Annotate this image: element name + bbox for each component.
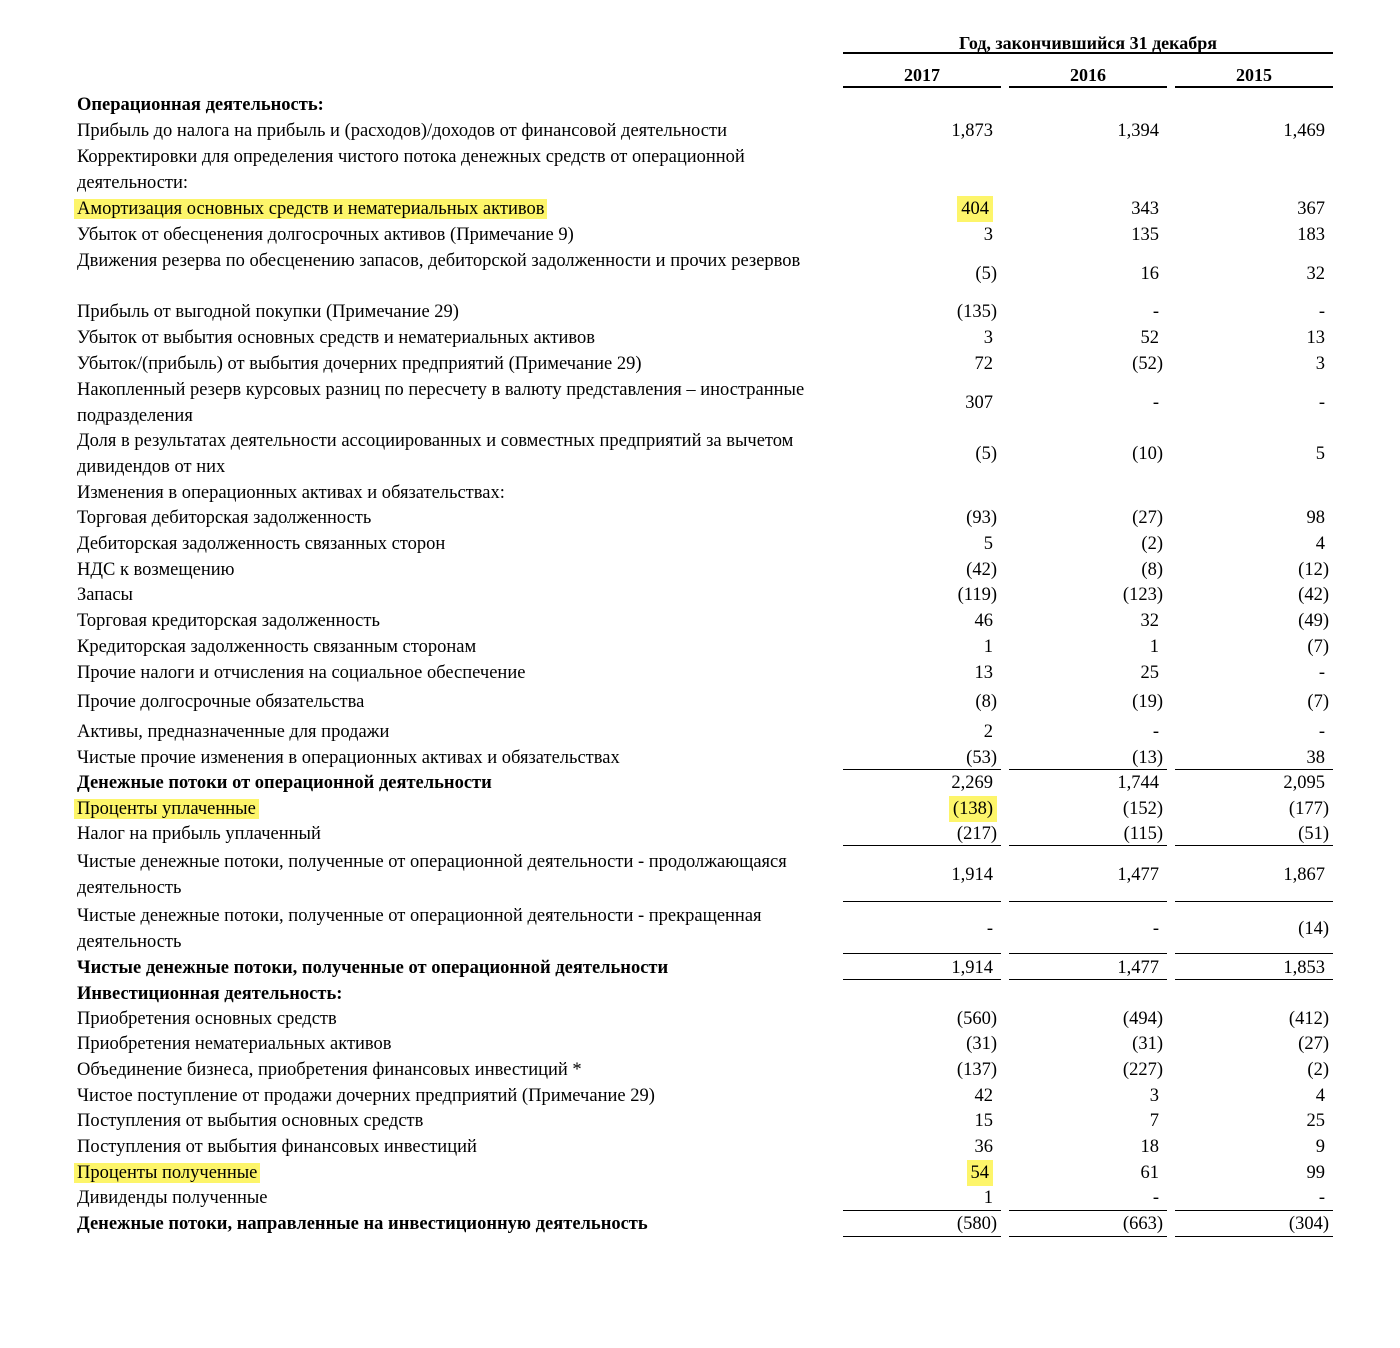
table-row: Приобретения нематериальных активов (31) (31) (27)	[0, 1031, 1400, 1057]
total-rule	[843, 1236, 1001, 1237]
total-rule	[843, 979, 1001, 980]
row-label	[77, 196, 822, 222]
table-row: Движения резерва по обесценению запасов, дебиторской задолженности и прочих резервов (5) 16 32	[0, 248, 1400, 300]
total-rule	[843, 953, 1001, 954]
table-row: Проценты уплаченные (138) (152) (177)	[0, 796, 1400, 822]
table-row	[0, 480, 1400, 506]
highlighted-label: Проценты полученные	[74, 1163, 260, 1183]
total-rule	[843, 901, 1001, 902]
table-row: Приобретения основных средств (560) (494) (412)	[0, 1006, 1400, 1032]
year-header-2016: 2016	[1070, 65, 1106, 85]
row-label: Торговая кредиторская задолженность	[77, 611, 380, 631]
table-row: Чистые денежные потоки, полученные от операционной деятельности 1,914 1,477 1,853	[0, 955, 1400, 981]
total-rule	[1175, 979, 1333, 980]
table-row: Поступления от выбытия финансовых инвестиций 36 18 9	[0, 1134, 1400, 1160]
row-label: Изменения в операционных активах и обязательствах:	[77, 483, 505, 503]
table-row: Прибыль от выгодной покупки (Примечание 29) (135) - -	[0, 299, 1400, 325]
table-row: Торговая дебиторская задолженность (93) (27) 98	[0, 505, 1400, 531]
total-rule	[1009, 901, 1167, 902]
table-row: Чистые прочие изменения в операционных активах и обязательствах (53) (13) 38	[0, 745, 1400, 771]
row-label: Запасы	[77, 585, 133, 605]
row-label	[77, 796, 822, 822]
row-label: Убыток от выбытия основных средств и нематериальных активов	[77, 328, 596, 348]
row-label	[77, 1160, 822, 1186]
row-label: Убыток от обесценения долгосрочных активов (Примечание 9)	[77, 225, 574, 245]
table-row: Прочие налоги и отчисления на социальное обеспечение 13 25 -	[0, 660, 1400, 686]
table-row: Поступления от выбытия основных средств 15 7 25	[0, 1108, 1400, 1134]
table-row: Кредиторская задолженность связанным сторонам 1 1 (7)	[0, 634, 1400, 660]
row-label: Чистые прочие изменения в операционных активах и обязательствах	[77, 748, 620, 768]
row-label: Прибыль до налога на прибыль и (расходов)/доходов от финансовой деятельности	[77, 121, 727, 141]
row-label: Накопленный резерв курсовых разниц по пересчету в валюту представления – иностранные подразделения	[77, 380, 805, 426]
row-label: Операционная деятельность:	[77, 95, 324, 115]
table-row: Дивиденды полученные 1 - -	[0, 1185, 1400, 1211]
table-row: Накопленный резерв курсовых разниц по пересчету в валюту представления – иностранные подразделения 307 - -	[0, 377, 1400, 429]
row-label: Движения резерва по обесценению запасов, дебиторской задолженности и прочих резервов	[77, 251, 801, 271]
total-rule	[1175, 845, 1333, 846]
row-label: Объединение бизнеса, приобретения финансовых инвестиций *	[77, 1060, 582, 1080]
table-row: Прибыль до налога на прибыль и (расходов)/доходов от финансовой деятельности 1,873 1,394 1,469	[0, 118, 1400, 144]
table-row: Убыток/(прибыль) от выбытия дочерних предприятий (Примечание 29) 72 (52) 3	[0, 351, 1400, 377]
table-row: Торговая кредиторская задолженность 46 32 (49)	[0, 608, 1400, 634]
row-label: Приобретения основных средств	[77, 1009, 337, 1029]
highlighted-label: Амортизация основных средств и нематериальных активов	[74, 199, 547, 219]
row-label: Прочие налоги и отчисления на социальное обеспечение	[77, 663, 526, 683]
highlighted-label: Проценты уплаченные	[74, 799, 259, 819]
table-row: Проценты полученные 54 61 99	[0, 1160, 1400, 1186]
row-label: Денежные потоки от операционной деятельности	[77, 773, 492, 793]
table-row: НДС к возмещению (42) (8) (12)	[0, 557, 1400, 583]
total-rule	[1175, 1236, 1333, 1237]
row-label: Дивиденды полученные	[77, 1188, 268, 1208]
table-row: Чистые денежные потоки, полученные от операционной деятельности - прекращенная деятельность - - (14)	[0, 903, 1400, 955]
table-row: Денежные потоки, направленные на инвестиционную деятельность (580) (663) (304)	[0, 1211, 1400, 1237]
table-row	[0, 92, 1400, 118]
row-label: Поступления от выбытия финансовых инвестиций	[77, 1137, 477, 1157]
period-title: Год, закончившийся 31 декабря	[958, 33, 1218, 53]
table-row: Чистое поступление от продажи дочерних предприятий (Примечание 29) 42 3 4	[0, 1083, 1400, 1109]
row-label: Прибыль от выгодной покупки (Примечание 29)	[77, 302, 459, 322]
row-label: Поступления от выбытия основных средств	[77, 1111, 424, 1131]
row-label: Инвестиционная деятельность:	[77, 984, 343, 1004]
table-row: Амортизация основных средств и нематериальных активов 404 343 367	[0, 196, 1400, 222]
row-label: НДС к возмещению	[77, 560, 235, 580]
total-rule	[843, 845, 1001, 846]
table-row: Денежные потоки от операционной деятельности 2,269 1,744 2,095	[0, 770, 1400, 796]
row-label: Чистое поступление от продажи дочерних предприятий (Примечание 29)	[77, 1086, 655, 1106]
table-row: Прочие долгосрочные обязательства (8) (19) (7)	[0, 689, 1400, 715]
row-label: Чистые денежные потоки, полученные от операционной деятельности - прекращенная деятельность	[77, 906, 762, 952]
row-label: Убыток/(прибыль) от выбытия дочерних предприятий (Примечание 29)	[77, 354, 642, 374]
row-label: Денежные потоки, направленные на инвестиционную деятельность	[77, 1214, 648, 1234]
row-label: Дебиторская задолженность связанных сторон	[77, 534, 446, 554]
table-row: Налог на прибыль уплаченный (217) (115) (51)	[0, 821, 1400, 847]
total-rule	[1175, 953, 1333, 954]
table-row: Запасы (119) (123) (42)	[0, 582, 1400, 608]
table-row: Убыток от выбытия основных средств и нематериальных активов 3 52 13	[0, 325, 1400, 351]
table-row	[0, 981, 1400, 1007]
row-label: Чистые денежные потоки, полученные от операционной деятельности - продолжающаяся деятельность	[77, 852, 787, 898]
table-row: Дебиторская задолженность связанных сторон 5 (2) 4	[0, 531, 1400, 557]
total-rule	[1009, 1236, 1167, 1237]
year-header-2015: 2015	[1236, 65, 1272, 85]
year-header-2017: 2017	[904, 65, 940, 85]
table-row: Чистые денежные потоки, полученные от операционной деятельности - продолжающаяся деятельность 1,914 1,477 1,867	[0, 849, 1400, 901]
row-label: Чистые денежные потоки, полученные от операционной деятельности	[77, 958, 669, 978]
table-row	[0, 144, 1400, 196]
row-label: Корректировки для определения чистого потока денежных средств от операционной деятельности:	[77, 147, 745, 193]
total-rule	[1175, 901, 1333, 902]
total-rule	[1009, 979, 1167, 980]
row-label: Кредиторская задолженность связанным сторонам	[77, 637, 477, 657]
row-label: Прочие долгосрочные обязательства	[77, 692, 365, 712]
total-rule	[1009, 953, 1167, 954]
table-row: Объединение бизнеса, приобретения финансовых инвестиций * (137) (227) (2)	[0, 1057, 1400, 1083]
table-row: Активы, предназначенные для продажи 2 - -	[0, 719, 1400, 745]
row-label: Приобретения нематериальных активов	[77, 1034, 392, 1054]
table-row: Доля в результатах деятельности ассоциированных и совместных предприятий за вычетом дивидендов от них (5) (10) 5	[0, 428, 1400, 480]
row-label: Доля в результатах деятельности ассоциированных и совместных предприятий за вычетом дивидендов от них	[77, 431, 794, 477]
table-row: Убыток от обесценения долгосрочных активов (Примечание 9) 3 135 183	[0, 222, 1400, 248]
row-label: Налог на прибыль уплаченный	[77, 824, 321, 844]
row-label: Активы, предназначенные для продажи	[77, 722, 390, 742]
row-label: Торговая дебиторская задолженность	[77, 508, 372, 528]
total-rule	[1009, 845, 1167, 846]
